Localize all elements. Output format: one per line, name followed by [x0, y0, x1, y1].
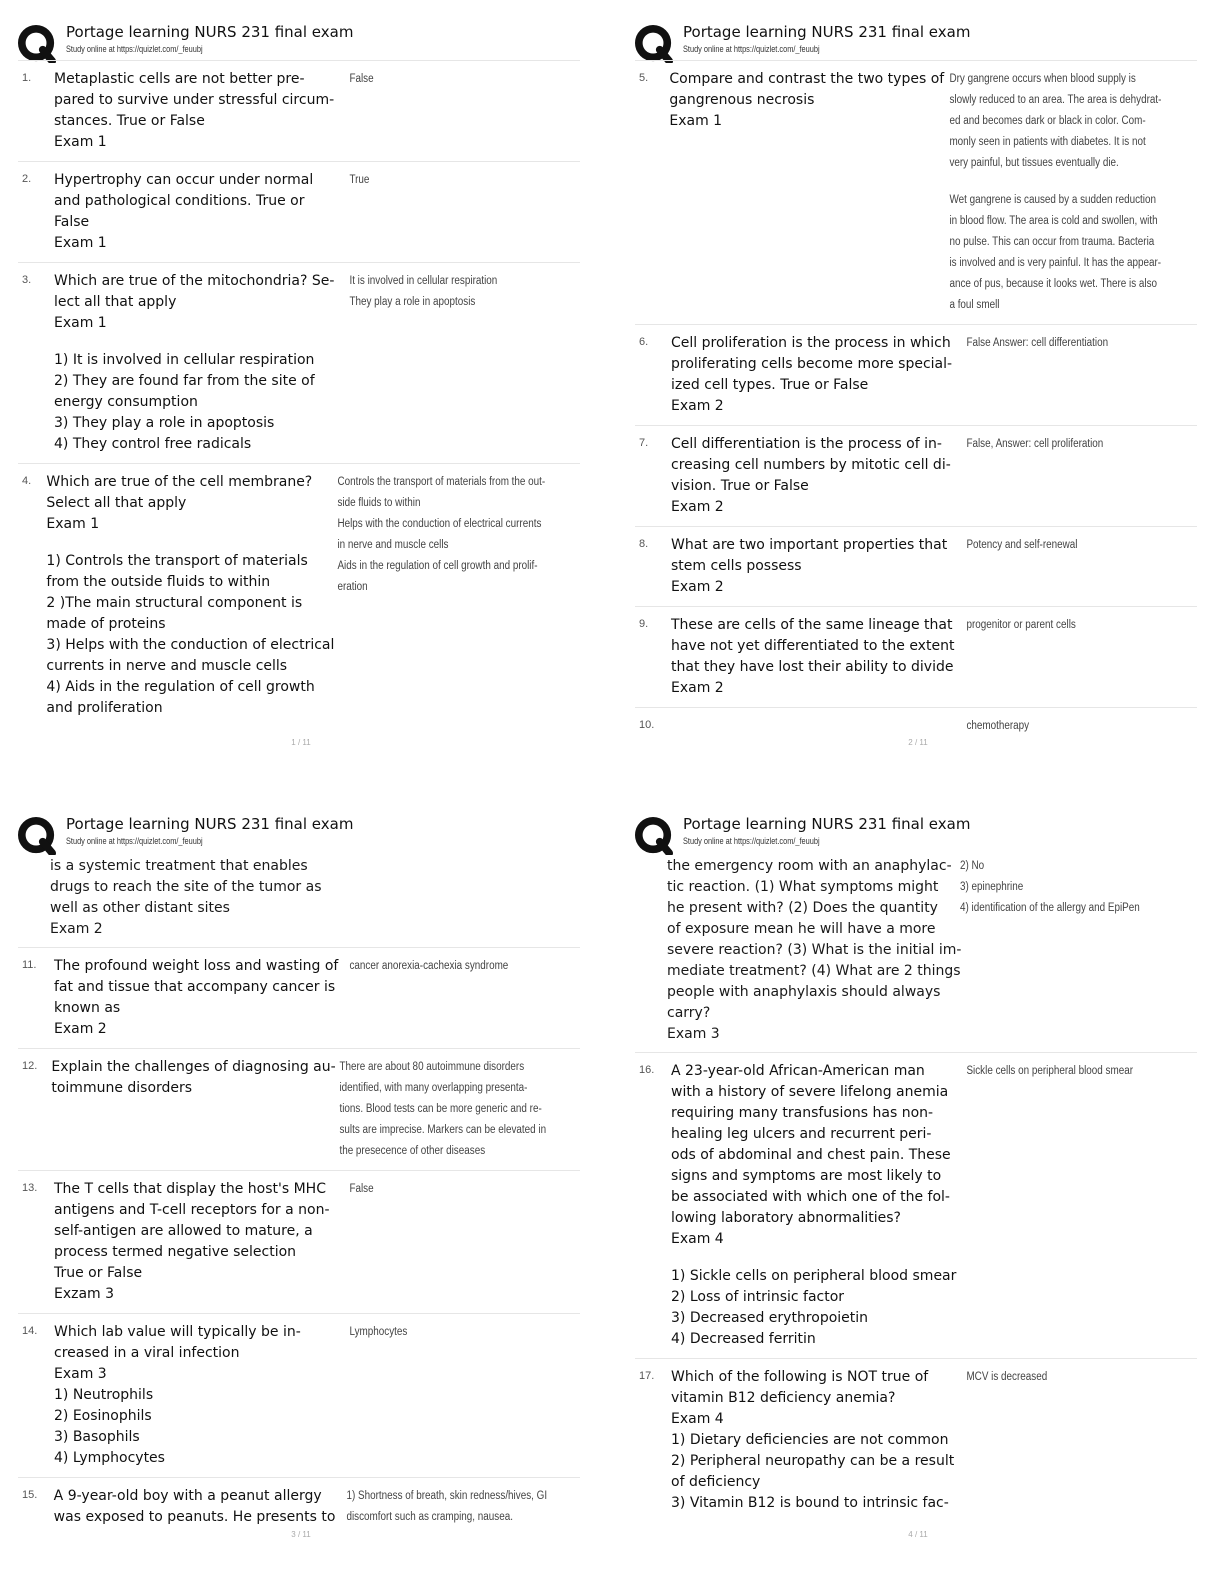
- text-line: is a systemic treatment that enables: [50, 858, 308, 874]
- answer-text: [346, 1179, 547, 1305]
- question-line: Exam 1: [54, 235, 107, 251]
- continued-question: [667, 856, 967, 1045]
- question-line: ized cell types. True or False: [671, 377, 869, 393]
- answer-line: a foul smell: [949, 299, 1000, 311]
- question-number: 17.: [639, 1370, 655, 1382]
- question-line: pared to survive under stressful circum-: [54, 92, 335, 108]
- text-line: Exam 2: [50, 921, 103, 937]
- question-line: A 23-year-old African-American man: [671, 1063, 925, 1079]
- question-text: [671, 615, 963, 699]
- answer-line: progenitor or parent cells: [966, 619, 1076, 631]
- question-line: Explain the challenges of diagnosing au-: [51, 1059, 336, 1075]
- answer-line: chemotherapy: [966, 720, 1030, 732]
- answer-text: [963, 615, 1164, 699]
- answer-line: Wet gangrene is caused by a sudden reduction: [949, 194, 1157, 206]
- question-number: 11.: [22, 959, 37, 971]
- question-row: [18, 1048, 580, 1170]
- question-row: [18, 60, 580, 161]
- question-line: that they have lost their ability to divide: [671, 659, 954, 675]
- question-line: 2) Loss of intrinsic factor: [671, 1289, 845, 1305]
- question-row: [635, 425, 1197, 526]
- question-text: [51, 1057, 335, 1162]
- answer-text: [963, 716, 1164, 737]
- question-row: [635, 526, 1197, 606]
- question-line: 2) They are found far from the site of: [54, 373, 315, 389]
- answer-line: in blood flow. The area is cold and swollen, with: [949, 215, 1159, 227]
- page-number: 4 / 11: [908, 1530, 928, 1539]
- text-line: people with anaphylaxis should always: [667, 984, 941, 1000]
- page-header: [18, 812, 584, 854]
- answer-line: Sickle cells on peripheral blood smear: [966, 1065, 1134, 1077]
- question-line: Exam 4: [671, 1231, 724, 1247]
- question-line: lect all that apply: [54, 294, 177, 310]
- question-row: [18, 262, 580, 463]
- text-line: drugs to reach the site of the tumor as: [50, 879, 322, 895]
- text-line: severe reaction? (3) What is the initial im-: [667, 942, 962, 958]
- question-text: [671, 535, 963, 598]
- question-line: 1) Sickle cells on peripheral blood smear: [671, 1268, 957, 1284]
- answer-text: [346, 1322, 547, 1469]
- text-line: carry?: [667, 1005, 711, 1021]
- answer-line: is involved and is very painful. It has the appear-: [949, 257, 1162, 269]
- question-line: 2 )The main structural component is: [46, 595, 303, 611]
- question-row: [635, 60, 1197, 324]
- continued-answer: [960, 856, 1140, 919]
- question-line: known as: [54, 1000, 121, 1016]
- question-line: from the outside fluids to within: [46, 574, 271, 590]
- question-number: 7.: [639, 437, 649, 449]
- page-1: [18, 20, 584, 785]
- question-line: Exam 2: [671, 680, 724, 696]
- question-line: 1) Controls the transport of materials: [46, 553, 308, 569]
- question-line: lowing laboratory abnormalities?: [671, 1210, 901, 1226]
- question-line: was exposed to peanuts. He presents to: [53, 1509, 336, 1525]
- question-text: [671, 434, 963, 518]
- source-subtitle: Study online at https://quizlet.com/_feuubj: [683, 836, 820, 846]
- answer-line: False: [349, 1183, 374, 1195]
- answer-text: [963, 333, 1164, 417]
- question-row: [18, 161, 580, 262]
- question-text: [46, 472, 334, 719]
- text-line: well as other distant sites: [50, 900, 230, 916]
- answer-line: discomfort such as cramping, nausea.: [346, 1511, 513, 1523]
- question-list: [635, 60, 1197, 745]
- answer-text: [346, 271, 547, 455]
- text-line: tic reaction. (1) What symptoms might: [667, 879, 939, 895]
- question-number: 5.: [639, 72, 649, 84]
- question-line: Cell proliferation is the process in which: [671, 335, 951, 351]
- answer-line: Controls the transport of materials from the out-: [337, 476, 546, 488]
- question-line: energy consumption: [54, 394, 198, 410]
- question-line: 1) Dietary deficiencies are not common: [671, 1432, 949, 1448]
- question-line: have not yet differentiated to the extent: [671, 638, 955, 654]
- question-line: 1) It is involved in cellular respiration: [54, 352, 315, 368]
- question-row: [635, 324, 1197, 425]
- text-line: of exposure mean he will have a more: [667, 921, 936, 937]
- answer-line: True: [349, 174, 370, 186]
- answer-line: It is involved in cellular respiration: [349, 275, 498, 287]
- document-title: Portage learning NURS 231 final exam: [683, 23, 971, 41]
- page-4: [635, 812, 1201, 1577]
- question-line: Select all that apply: [46, 495, 187, 511]
- line-spacer: [46, 535, 334, 551]
- question-line: What are two important properties that: [671, 537, 948, 553]
- question-number: 12.: [22, 1060, 38, 1072]
- question-number: 6.: [639, 336, 649, 348]
- question-line: stem cells possess: [671, 558, 802, 574]
- question-line: toimmune disorders: [51, 1080, 193, 1096]
- answer-line: ed and becomes dark or black in color. Com-: [949, 115, 1147, 127]
- question-line: Exam 4: [671, 1411, 724, 1427]
- question-line: Exzam 3: [54, 1286, 115, 1302]
- question-line: Exam 2: [671, 398, 724, 414]
- text-line: the emergency room with an anaphylac-: [667, 858, 952, 874]
- quizlet-logo-icon: [635, 25, 673, 63]
- question-line: stances. True or False: [54, 113, 205, 129]
- question-row: [18, 1477, 580, 1536]
- question-line: 4) Decreased ferritin: [671, 1331, 816, 1347]
- question-line: signs and symptoms are most likely to: [671, 1168, 942, 1184]
- question-line: Exam 2: [671, 499, 724, 515]
- question-line: Exam 1: [669, 113, 723, 129]
- answer-line: MCV is decreased: [966, 1371, 1048, 1383]
- question-line: False: [54, 214, 90, 230]
- answer-text: [346, 956, 547, 1040]
- line-spacer: [671, 716, 963, 732]
- question-text: [54, 271, 346, 455]
- question-number: 8.: [639, 538, 649, 550]
- question-number: 14.: [22, 1325, 38, 1337]
- answer-line: False: [349, 73, 374, 85]
- page-header: [18, 20, 584, 62]
- question-line: vision. True or False: [671, 478, 809, 494]
- text-line: 3) epinephrine: [960, 881, 1024, 893]
- answer-line: tions. Blood tests can be more generic and re-: [339, 1103, 542, 1115]
- document-title: Portage learning NURS 231 final exam: [683, 815, 971, 833]
- question-text: [669, 69, 946, 316]
- question-number: 15.: [22, 1489, 38, 1501]
- question-line: Exam 3: [54, 1366, 107, 1382]
- answer-text: [963, 434, 1164, 518]
- answer-line: the presecence of other diseases: [339, 1145, 485, 1157]
- question-line: Which are true of the cell membrane?: [46, 474, 313, 490]
- line-spacer: [54, 334, 346, 350]
- question-line: 3) Vitamin B12 is bound to intrinsic fac-: [671, 1495, 949, 1511]
- answer-text: [346, 170, 547, 254]
- question-line: fat and tissue that accompany cancer is: [54, 979, 336, 995]
- question-row: [18, 463, 580, 727]
- question-text: [54, 1179, 346, 1305]
- question-line: creased in a viral infection: [54, 1345, 240, 1361]
- question-line: Which of the following is NOT true of: [671, 1369, 929, 1385]
- answer-line: side fluids to within: [337, 497, 421, 509]
- question-line: The profound weight loss and wasting of: [54, 958, 339, 974]
- question-text: [54, 1322, 346, 1469]
- document-title: Portage learning NURS 231 final exam: [66, 815, 354, 833]
- answer-text: [343, 1486, 547, 1528]
- question-line: Exam 2: [54, 1021, 107, 1037]
- answer-line: False Answer: cell differentiation: [966, 337, 1109, 349]
- answer-text: [346, 69, 547, 153]
- question-line: True or False: [54, 1265, 143, 1281]
- answer-text: [963, 1061, 1164, 1350]
- answer-line: They play a role in apoptosis: [349, 296, 476, 308]
- question-number: 4.: [22, 475, 32, 487]
- page-header: [635, 812, 1201, 854]
- question-line: gangrenous necrosis: [669, 92, 815, 108]
- line-spacer: [671, 1250, 963, 1266]
- question-line: with a history of severe lifelong anemia: [671, 1084, 949, 1100]
- question-line: A 9-year-old boy with a peanut allergy: [53, 1488, 322, 1504]
- answer-text: [334, 472, 545, 719]
- question-row: [18, 1170, 580, 1313]
- question-row: [635, 606, 1197, 707]
- answer-line: Lymphocytes: [349, 1326, 408, 1338]
- question-row: [635, 1358, 1197, 1522]
- answer-text: [963, 1367, 1164, 1514]
- question-line: Cell differentiation is the process of in-: [671, 436, 942, 452]
- answer-line: in nerve and muscle cells: [337, 539, 449, 551]
- question-line: 4) Lymphocytes: [54, 1450, 165, 1466]
- question-line: Exam 1: [54, 315, 107, 331]
- question-text: [54, 1486, 343, 1528]
- question-line: Which are true of the mitochondria? Se-: [54, 273, 335, 289]
- answer-line: Aids in the regulation of cell growth and prolif-: [337, 560, 538, 572]
- answer-line: very painful, but tissues eventually die.: [949, 157, 1120, 169]
- question-number: 3.: [22, 274, 32, 286]
- answer-line: cancer anorexia-cachexia syndrome: [349, 960, 509, 972]
- question-line: 4) They control free radicals: [54, 436, 252, 452]
- answer-line: monly seen in patients with diabetes. It is not: [949, 136, 1147, 148]
- question-line: proliferating cells become more special-: [671, 356, 953, 372]
- quizlet-logo-icon: [635, 817, 673, 855]
- question-number: 1.: [22, 72, 32, 84]
- question-line: 1) Neutrophils: [54, 1387, 154, 1403]
- answer-line: There are about 80 autoimmune disorders: [339, 1061, 524, 1073]
- question-line: ods of abdominal and chest pain. These: [671, 1147, 951, 1163]
- answer-text: [946, 69, 1161, 316]
- question-text: [671, 716, 963, 737]
- page-header: [635, 20, 1201, 62]
- text-line: Exam 3: [667, 1026, 720, 1042]
- question-text: [54, 170, 346, 254]
- question-text: [54, 69, 346, 153]
- document-title: Portage learning NURS 231 final exam: [66, 23, 354, 41]
- question-line: process termed negative selection: [54, 1244, 297, 1260]
- question-line: 3) Helps with the conduction of electrical: [46, 637, 335, 653]
- question-line: Exam 2: [671, 579, 724, 595]
- question-line: healing leg ulcers and recurrent peri-: [671, 1126, 932, 1142]
- source-subtitle: Study online at https://quizlet.com/_feuubj: [66, 836, 203, 846]
- question-list: [18, 60, 580, 727]
- question-line: 4) Aids in the regulation of cell growth: [46, 679, 315, 695]
- source-subtitle: Study online at https://quizlet.com/_feuubj: [66, 44, 203, 54]
- text-line: he present with? (2) Does the quantity: [667, 900, 938, 916]
- answer-line: ance of pus, because it looks wet. There is also: [949, 278, 1158, 290]
- question-text: [671, 1367, 963, 1514]
- question-line: Exam 1: [54, 134, 107, 150]
- page-number: 2 / 11: [908, 738, 928, 747]
- answer-line: 1) Shortness of breath, skin redness/hives, GI: [346, 1490, 547, 1502]
- page-2: [635, 20, 1201, 785]
- question-row: [18, 947, 580, 1048]
- question-line: Exam 1: [46, 516, 100, 532]
- answer-line: Dry gangrene occurs when blood supply is: [949, 73, 1137, 85]
- question-number: 16.: [639, 1064, 655, 1076]
- question-number: 2.: [22, 173, 32, 185]
- question-text: [54, 956, 346, 1040]
- question-number: 10.: [639, 719, 655, 731]
- question-line: and proliferation: [46, 700, 163, 716]
- answer-line: identified, with many overlapping presenta-: [339, 1082, 528, 1094]
- question-line: The T cells that display the host's MHC: [54, 1181, 326, 1197]
- question-line: 3) Decreased erythropoietin: [671, 1310, 869, 1326]
- continued-question: [50, 856, 350, 940]
- question-line: antigens and T-cell receptors for a non-: [54, 1202, 330, 1218]
- quizlet-logo-icon: [18, 25, 56, 63]
- question-line: 3) They play a role in apoptosis: [54, 415, 275, 431]
- page-number: 3 / 11: [291, 1530, 311, 1539]
- question-number: 9.: [639, 618, 649, 630]
- question-line: Compare and contrast the two types of: [669, 71, 945, 87]
- question-text: [671, 333, 963, 417]
- question-line: made of proteins: [46, 616, 166, 632]
- question-line: These are cells of the same lineage that: [671, 617, 953, 633]
- text-line: 2) No: [960, 860, 985, 872]
- answer-text: [336, 1057, 546, 1162]
- question-line: Hypertrophy can occur under normal: [54, 172, 314, 188]
- question-text: [671, 1061, 963, 1350]
- question-number: 13.: [22, 1182, 38, 1194]
- answer-line: Helps with the conduction of electrical currents: [337, 518, 542, 530]
- question-line: be associated with which one of the fol-: [671, 1189, 950, 1205]
- question-line: 3) Basophils: [54, 1429, 140, 1445]
- question-list: [18, 947, 580, 1536]
- question-line: 2) Peripheral neuropathy can be a result: [671, 1453, 955, 1469]
- question-line: and pathological conditions. True or: [54, 193, 305, 209]
- line-spacer: [950, 174, 1162, 190]
- question-line: vitamin B12 deficiency anemia?: [671, 1390, 896, 1406]
- page-number: 1 / 11: [291, 738, 311, 747]
- answer-line: no pulse. This can occur from trauma. Bacteria: [949, 236, 1155, 248]
- question-list: [635, 1052, 1197, 1522]
- page-3: [18, 812, 584, 1577]
- question-line: Which lab value will typically be in-: [54, 1324, 301, 1340]
- question-line: currents in nerve and muscle cells: [46, 658, 288, 674]
- text-line: mediate treatment? (4) What are 2 things: [667, 963, 961, 979]
- question-line: self-antigen are allowed to mature, a: [54, 1223, 313, 1239]
- answer-line: False, Answer: cell proliferation: [966, 438, 1104, 450]
- quizlet-logo-icon: [18, 817, 56, 855]
- answer-line: sults are imprecise. Markers can be elevated in: [339, 1124, 546, 1136]
- question-row: [635, 1052, 1197, 1358]
- question-line: creasing cell numbers by mitotic cell di-: [671, 457, 951, 473]
- question-line: Metaplastic cells are not better pre-: [54, 71, 305, 87]
- question-line: 2) Eosinophils: [54, 1408, 152, 1424]
- answer-line: slowly reduced to an area. The area is dehydrat-: [949, 94, 1162, 106]
- answer-line: eration: [337, 581, 369, 593]
- text-line: 4) identification of the allergy and EpiPen: [960, 902, 1140, 914]
- question-line: of deficiency: [671, 1474, 761, 1490]
- question-row: [18, 1313, 580, 1477]
- question-line: requiring many transfusions has non-: [671, 1105, 934, 1121]
- answer-line: Potency and self-renewal: [966, 539, 1078, 551]
- source-subtitle: Study online at https://quizlet.com/_feuubj: [683, 44, 820, 54]
- answer-text: [963, 535, 1164, 598]
